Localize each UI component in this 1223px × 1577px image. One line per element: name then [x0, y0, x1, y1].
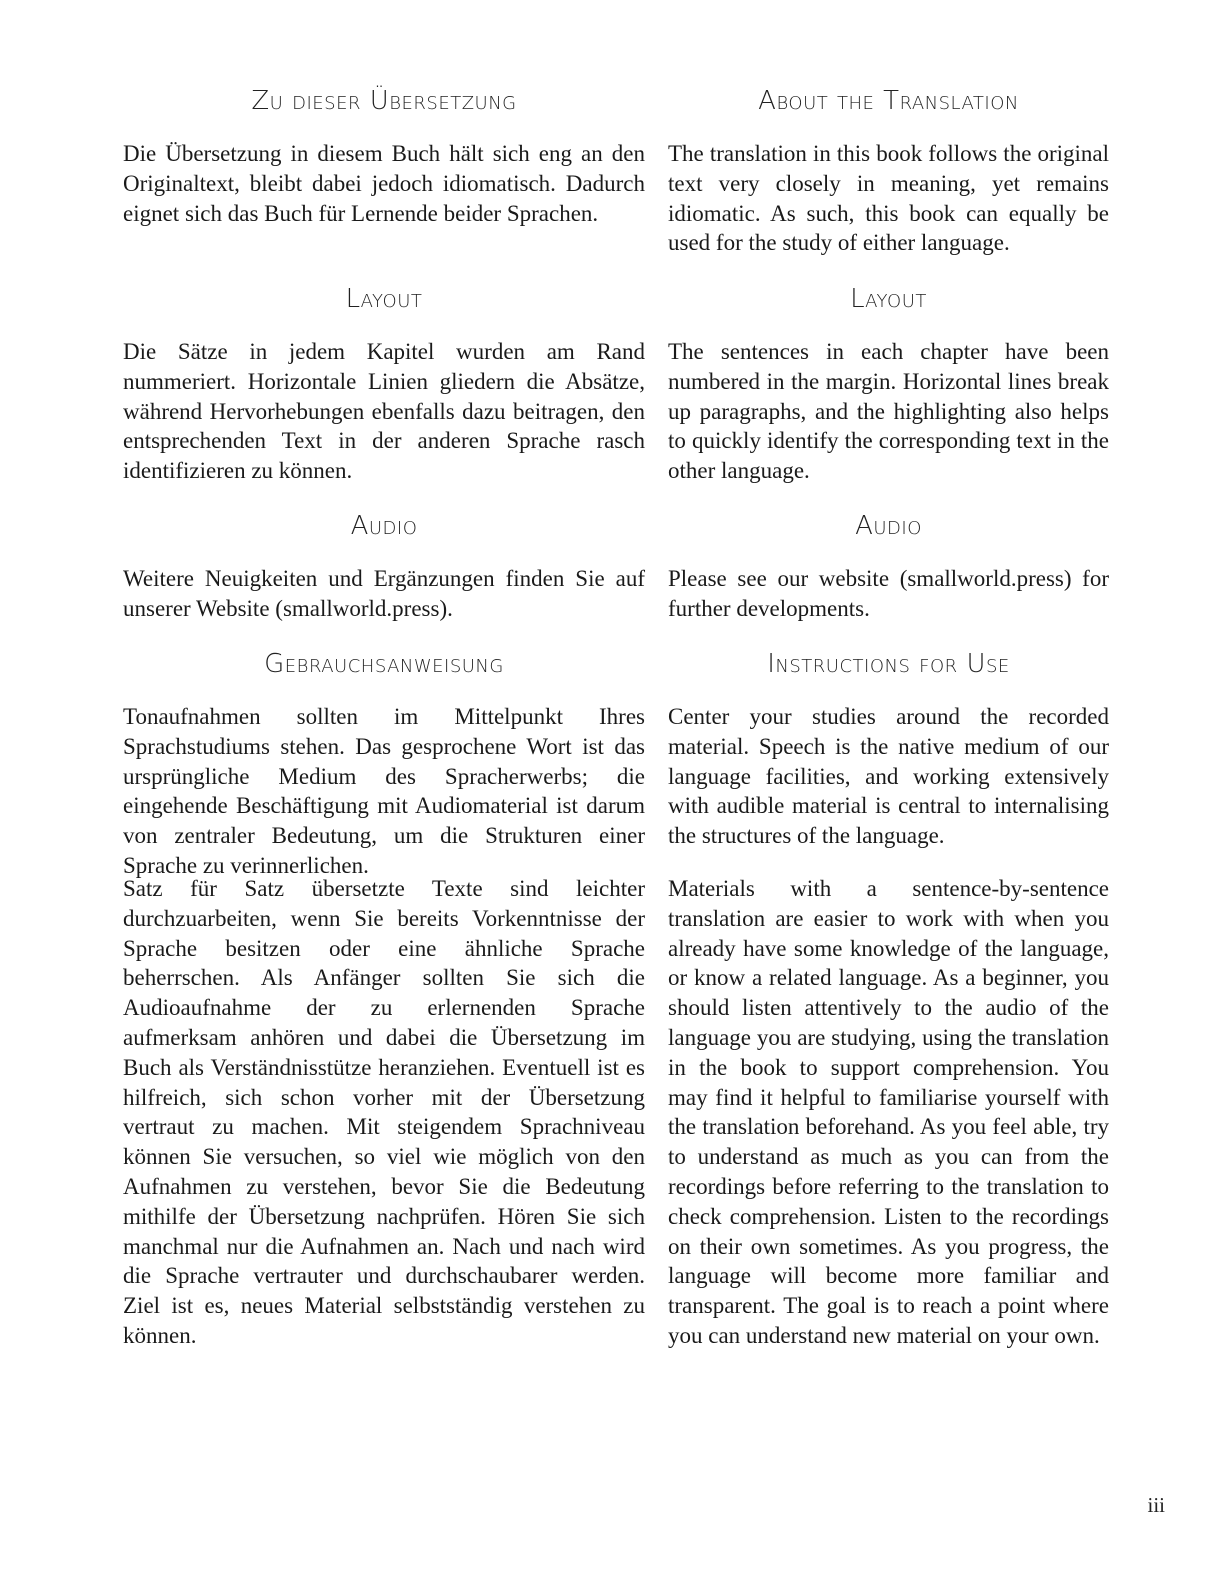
paragraph-layout-de: Die Sätze in jedem Kapitel wurden am Rand nummeriert. Horizontale Linien gliedern die Absätze, während Hervorhebungen ebenfalls dazu beitragen, den entsprechenden Text in der anderen Sprache rasch identifizieren zu können.: [123, 339, 645, 484]
heading-instructions-de: Gebrauchsanweisung: [264, 649, 504, 679]
heading-translation-en: About the Translation: [758, 86, 1019, 116]
paragraph-audio-de: Weitere Neuigkeiten und Ergänzungen finden Sie auf unserer Website (smallworld.press).: [123, 566, 645, 621]
heading-layout-de: Layout: [345, 284, 423, 314]
paragraph-instructions-2-en: Materials with a sentence-by-sentence translation are easier to work with when you already have some knowledge of the language, or know a related language. As a beginner, you should listen attentively to the audio of the language you are studying, using the translation in the book to support comprehension. You may find it helpful to familiarise yourself with the translation beforehand. As you feel able, try to understand as much as you can from the recordings before referring to the translation to check comprehension. Listen to the recordings on their own sometimes. As you progress, the language will become more familiar and transparent. The goal is to reach a point where you can understand new material on your own.: [668, 876, 1109, 1348]
heading-audio-en: Audio: [855, 511, 922, 541]
page-number: iii: [1147, 1493, 1165, 1517]
paragraph-audio-en: Please see our website (smallworld.press) for further developments.: [668, 566, 1109, 621]
paragraph-translation-de: Die Übersetzung in diesem Buch hält sich eng an den Originaltext, bleibt dabei jedoch idiomatisch. Dadurch eignet sich das Buch für Lernende beider Sprachen.: [123, 141, 645, 226]
heading-audio-de: Audio: [350, 511, 418, 541]
paragraph-instructions-2-de: Satz für Satz übersetzte Texte sind leichter durchzuarbeiten, wenn Sie bereits Vorkenntnisse der Sprache besitzen oder eine ähnliche Sprache beherrschen. Als Anfänger sollten Sie sich die Audioaufnahme der zu erlernenden Sprache aufmerksam anhören und dabei die Übersetzung im Buch als Verständnisstütze heranziehen. Eventuell ist es hilfreich, sich schon vorher mit der Übersetzung vertraut zu machen. Mit steigendem Sprachniveau können Sie versuchen, so viel wie möglich von den Aufnahmen zu verstehen, bevor Sie die Bedeutung mithilfe der Übersetzung nachprüfen. Hören Sie sich manchmal nur die Aufnahmen an. Nach und nach wird die Sprache vertrauter und durchschaubarer werden. Ziel ist es, neues Material selbstständig verstehen zu können.: [123, 876, 645, 1348]
heading-translation-de: Zu dieser Übersetzung: [251, 86, 517, 116]
heading-instructions-en: Instructions for Use: [767, 649, 1010, 679]
paragraph-translation-en: The translation in this book follows the original text very closely in meaning, yet remains idiomatic. As such, this book can equally be used for the study of either language.: [668, 141, 1109, 256]
heading-layout-en: Layout: [850, 284, 927, 314]
paragraph-instructions-1-de: Tonaufnahmen sollten im Mittelpunkt Ihres Sprachstudiums stehen. Das gesprochene Wort ist das ursprüngliche Medium des Spracherwerbs; die eingehende Beschäftigung mit Audiomaterial ist darum von zentraler Bedeutung, um die Strukturen einer Sprache zu verinnerlichen.: [123, 704, 645, 878]
paragraph-instructions-1-en: Center your studies around the recorded material. Speech is the native medium of our language facilities, and working extensively with audible material is central to internalising the structures of the language.: [668, 704, 1109, 849]
paragraph-layout-en: The sentences in each chapter have been numbered in the margin. Horizontal lines break up paragraphs, and the highlighting also helps to quickly identify the corresponding text in the other language.: [668, 339, 1109, 484]
